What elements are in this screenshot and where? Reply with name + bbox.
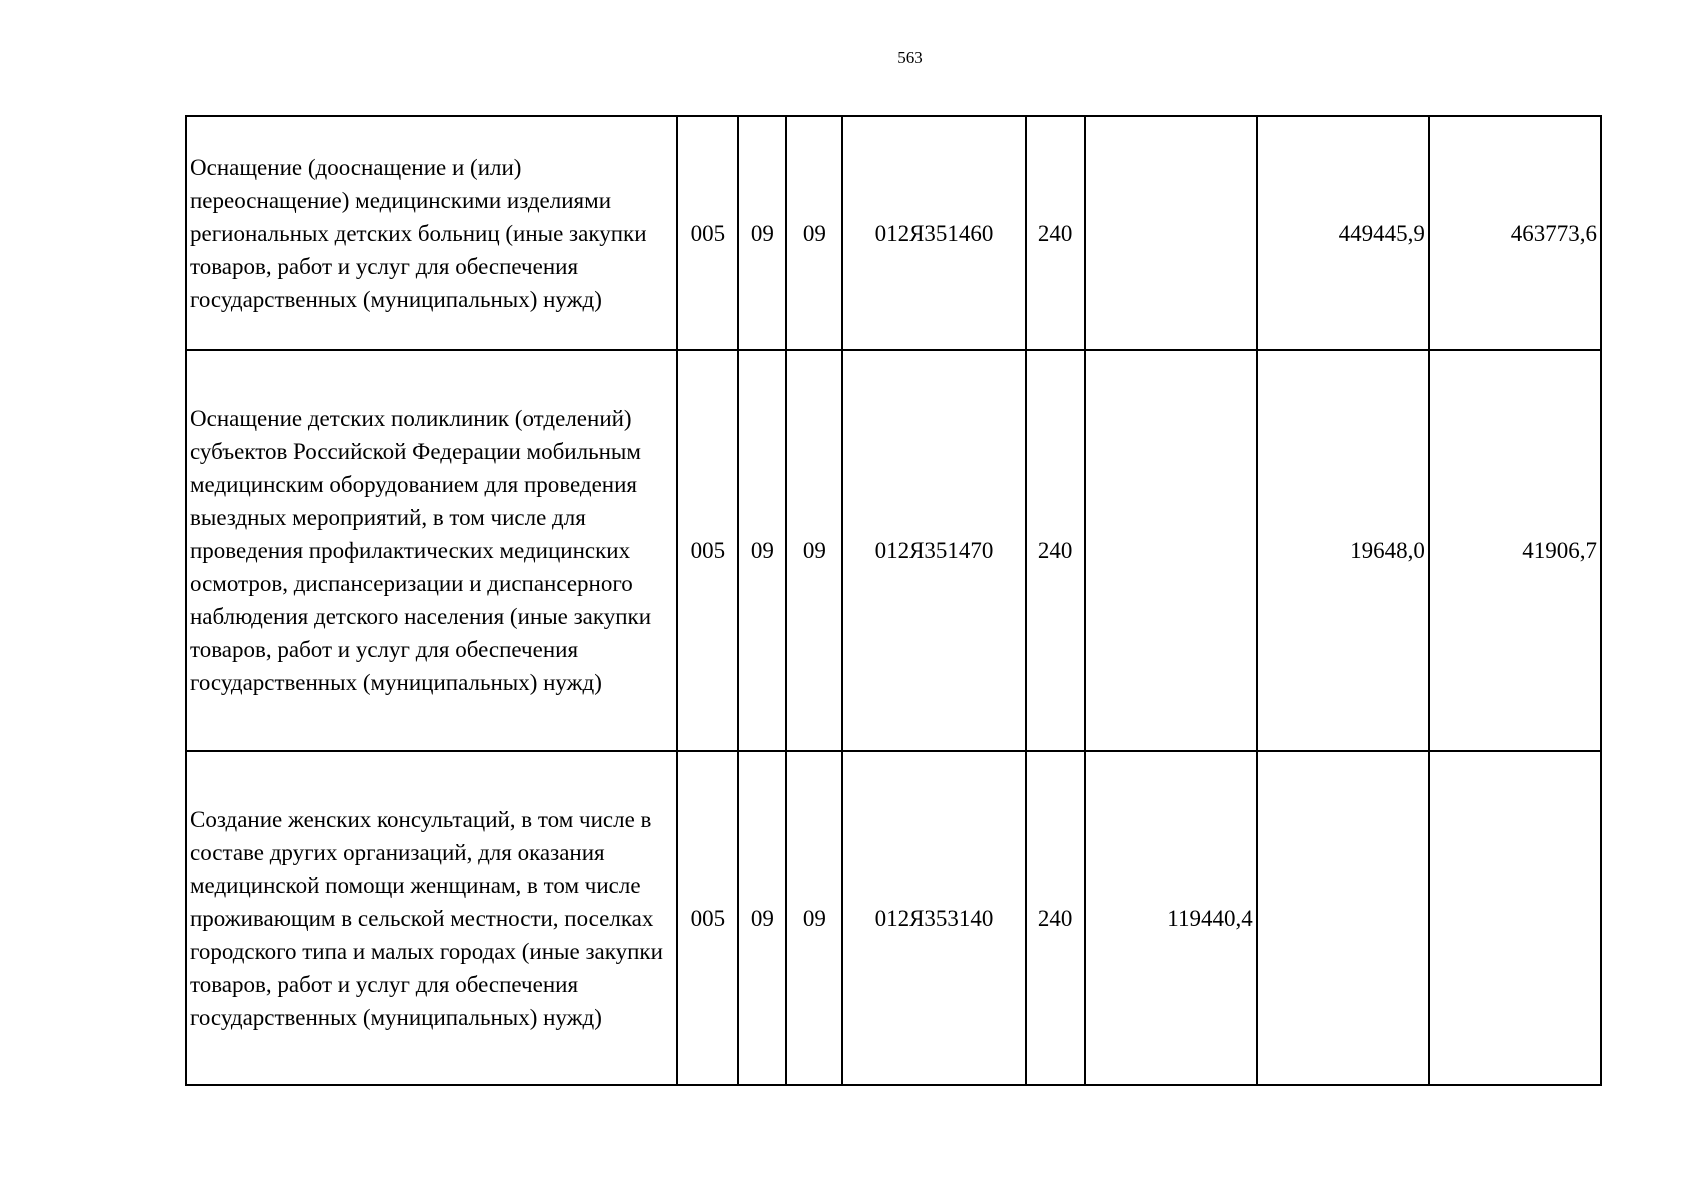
- section-code: 09: [738, 751, 786, 1085]
- amount-year-1: 119440,4: [1085, 751, 1257, 1085]
- amount-year-2: [1257, 751, 1429, 1085]
- row-description: Оснащение (дооснащение и (или) переоснащение) медицинскими изделиями региональных детских больниц (иные закупки товаров, работ и услуг для обеспечения государственных (муниципальных) нужд): [186, 116, 677, 350]
- amount-year-3: 41906,7: [1429, 350, 1601, 751]
- expense-type-code: 240: [1026, 116, 1085, 350]
- row-description: Создание женских консультаций, в том числе в составе других организаций, для оказания медицинской помощи женщинам, в том числе проживающим в сельской местности, поселках городского типа и малых городах (иные закупки товаров, работ и услуг для обеспечения государственных (муниципальных) нужд): [186, 751, 677, 1085]
- subsection-code: 09: [786, 350, 842, 751]
- expense-type-code: 240: [1026, 751, 1085, 1085]
- amount-year-2: 19648,0: [1257, 350, 1429, 751]
- table-row: [186, 751, 1601, 1085]
- table-row: [186, 350, 1601, 751]
- target-article-code: 012Я351460: [842, 116, 1025, 350]
- amount-year-3: 463773,6: [1429, 116, 1601, 350]
- section-code: 09: [738, 116, 786, 350]
- amount-year-3: [1429, 751, 1601, 1085]
- ministry-code: 005: [677, 350, 738, 751]
- budget-table: [185, 115, 1602, 1086]
- subsection-code: 09: [786, 116, 842, 350]
- amount-year-1: [1085, 350, 1257, 751]
- expense-type-code: 240: [1026, 350, 1085, 751]
- target-article-code: 012Я353140: [842, 751, 1025, 1085]
- section-code: 09: [738, 350, 786, 751]
- table-row: [186, 116, 1601, 350]
- ministry-code: 005: [677, 751, 738, 1085]
- target-article-code: 012Я351470: [842, 350, 1025, 751]
- amount-year-1: [1085, 116, 1257, 350]
- subsection-code: 09: [786, 751, 842, 1085]
- row-description: Оснащение детских поликлиник (отделений) субъектов Российской Федерации мобильным медицинским оборудованием для проведения выездных мероприятий, в том числе для проведения профилактических медицинских осмотров, диспансеризации и диспансерного наблюдения детского населения (иные закупки товаров, работ и услуг для обеспечения государственных (муниципальных) нужд): [186, 350, 677, 751]
- amount-year-2: 449445,9: [1257, 116, 1429, 350]
- ministry-code: 005: [677, 116, 738, 350]
- page-number: 563: [897, 48, 923, 67]
